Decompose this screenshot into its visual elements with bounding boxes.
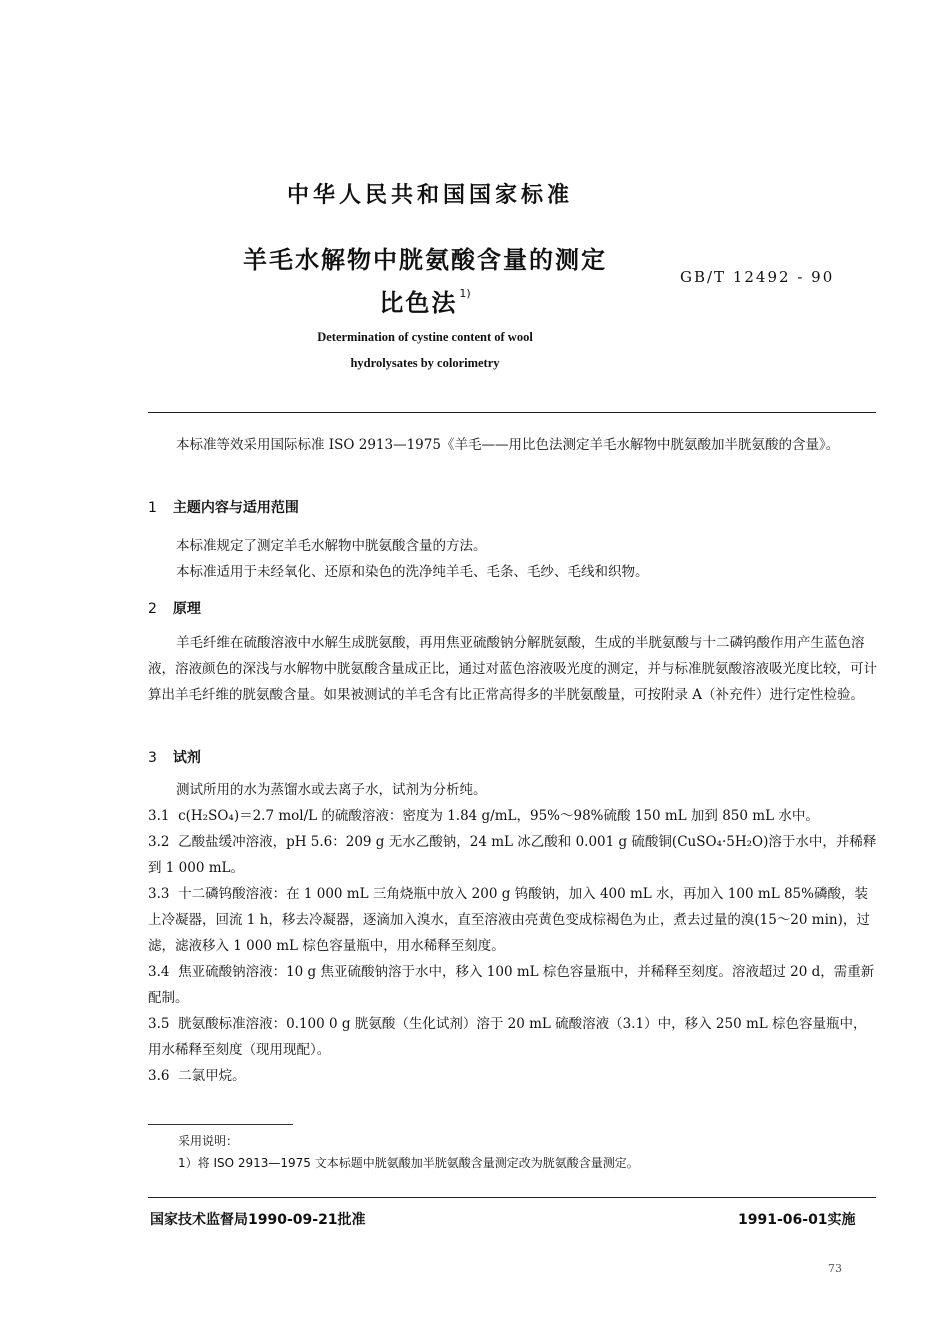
section-1-paragraph-1: 本标准规定了测定羊毛水解物中胱氨酸含量的方法。 — [176, 538, 487, 554]
section-2-heading — [148, 598, 201, 618]
top-divider — [148, 412, 876, 413]
section-1-number: 1 — [148, 500, 157, 516]
reagent-item-number: 3.2 — [148, 834, 170, 850]
reagent-item-text: 焦亚硫酸钠溶液：10 g 焦亚硫酸钠溶于水中，移入 100 mL 棕色容量瓶中，并稀释至刻度。溶液超过 20 d，需重新配制。 — [148, 964, 875, 1006]
title-line-1: 羊毛水解物中胱氨酸含量的测定 — [243, 246, 607, 274]
section-2-title: 原理 — [172, 601, 201, 617]
national-standard-heading: 中华人民共和国国家标准 — [286, 183, 573, 208]
title-line-2 — [0, 283, 850, 318]
section-3-title: 试剂 — [172, 750, 201, 766]
section-3-intro: 测试所用的水为蒸馏水或去离子水，试剂为分析纯。 — [176, 782, 487, 798]
reagent-item-3-1 — [148, 803, 878, 829]
reagent-item-text: 十二磷钨酸溶液：在 1 000 mL 三角烧瓶中放入 200 g 钨酸钠，加入 400 mL 水，再加入 100 mL 85%磷酸，装上冷凝器，回流 1 h，移去冷凝器，逐滴加入溴水，直至溶液由亮黄色变成棕褐色为止，煮去过量的溴(15～20 min)，过滤，滤液移入 1 000 mL 棕色容量瓶中，用水稀释至刻度。 — [148, 886, 870, 954]
reagent-item-3-6 — [148, 1063, 878, 1089]
reagent-item-number: 3.3 — [148, 886, 170, 902]
reagent-item-number: 3.5 — [148, 1016, 170, 1032]
english-title-line-1: Determination of cystine content of wool — [317, 330, 533, 344]
footnote-heading: 采用说明： — [178, 1134, 239, 1148]
section-1-heading — [148, 497, 299, 517]
intro-paragraph: 本标准等效采用国际标准 ISO 2913—1975《羊毛——用比色法测定羊毛水解物中胱氨酸加半胱氨酸的含量》。 — [176, 437, 840, 453]
reagent-item-text: 胱氨酸标准溶液：0.100 0 g 胱氨酸（生化试剂）溶于 20 mL 硫酸溶液（3.1）中，移入 250 mL 棕色容量瓶中，用水稀释至刻度（现用现配）。 — [148, 1016, 867, 1058]
section-1-paragraph-2: 本标准适用于未经氧化、还原和染色的洗净纯羊毛、毛条、毛纱、毛线和织物。 — [176, 564, 649, 580]
reagent-item-number: 3.1 — [148, 808, 170, 824]
reagent-item-number: 3.6 — [148, 1068, 170, 1084]
title-line-2-text: 比色法 — [379, 289, 458, 317]
bottom-divider — [148, 1197, 876, 1198]
page-number: 73 — [828, 1262, 842, 1275]
section-2-paragraph: 羊毛纤维在硫酸溶液中水解生成胱氨酸，再用焦亚硫酸钠分解胱氨酸，生成的半胱氨酸与十二磷钨酸作用产生蓝色溶液，溶液颜色的深浅与水解物中胱氨酸含量成正比，通过对蓝色溶液吸光度的测定，并与标准胱氨酸溶液吸光度比较，可计算出羊毛纤维的胱氨酸含量。如果被测试的羊毛含有比正常高得多的半胱氨酸量，可按附录 A（补充件）进行定性检验。 — [148, 635, 877, 703]
section-1-title: 主题内容与适用范围 — [172, 500, 299, 516]
section-3-number: 3 — [148, 750, 157, 766]
footnote-divider — [148, 1124, 293, 1125]
title-footnote-marker: 1) — [459, 287, 471, 300]
section-3-heading — [148, 747, 201, 767]
reagent-item-3-2 — [148, 829, 878, 881]
reagent-item-number: 3.4 — [148, 964, 170, 980]
reagent-item-3-3 — [148, 881, 878, 959]
reagent-item-3-4 — [148, 959, 878, 1011]
english-title-line-2: hydrolysates by colorimetry — [350, 356, 500, 370]
footnote-text: 1）将 ISO 2913—1975 文本标题中胱氨酸加半胱氨酸含量测定改为胱氨酸含量测定。 — [178, 1156, 639, 1170]
reagent-item-text: 乙酸盐缓冲溶液，pH 5.6：209 g 无水乙酸钠，24 mL 冰乙酸和 0.001 g 硫酸铜(CuSO₄·5H₂O)溶于水中，并稀释到 1 000 mL。 — [148, 834, 877, 876]
reagent-item-3-5 — [148, 1011, 878, 1063]
section-2-number: 2 — [148, 601, 157, 617]
reagent-item-text: c(H₂SO₄)＝2.7 mol/L 的硫酸溶液：密度为 1.84 g/mL，95%～98%硫酸 150 mL 加到 850 mL 水中。 — [178, 808, 819, 824]
reagent-item-text: 二氯甲烷。 — [178, 1068, 246, 1084]
standard-number: GB/T 12492 - 90 — [680, 268, 835, 286]
effective-date: 1991-06-01实施 — [738, 1212, 856, 1228]
approval-date: 国家技术监督局1990-09-21批准 — [150, 1212, 366, 1228]
